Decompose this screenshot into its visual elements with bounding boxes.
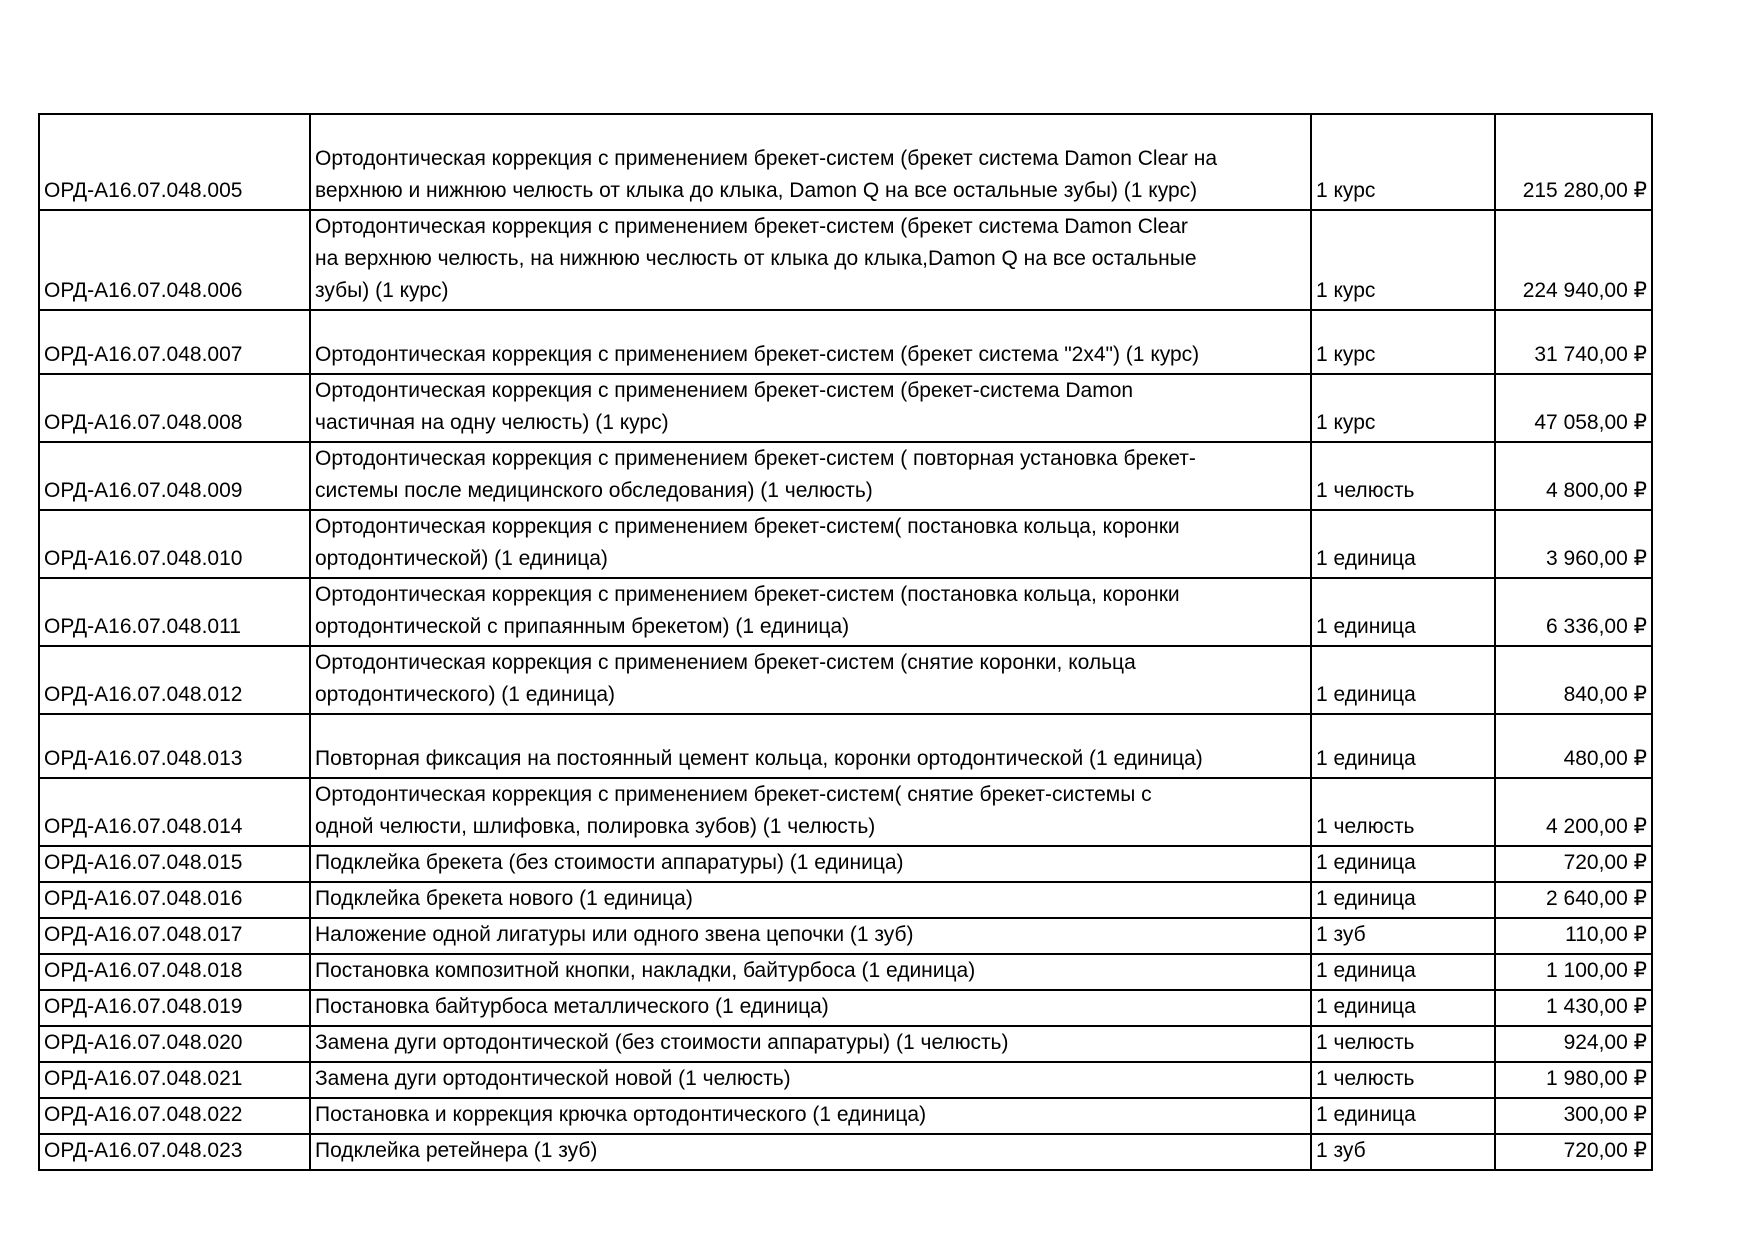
service-name-cell: Ортодонтическая коррекция с применением брекет-систем (брекет система Damon Clear на верхнюю челюсть, на нижнюю чеслюсть от клыка до клыка,Damon Q на все остальные зубы) (1 курс) bbox=[310, 210, 1311, 310]
service-unit-cell: 1 челюсть bbox=[1311, 1062, 1495, 1098]
price-list-table bbox=[38, 113, 1653, 1171]
service-code-cell: ОРД-А16.07.048.005 bbox=[39, 114, 310, 210]
service-unit-cell: 1 челюсть bbox=[1311, 442, 1495, 510]
service-unit-cell: 1 курс bbox=[1311, 114, 1495, 210]
service-unit-cell: 1 челюсть bbox=[1311, 1026, 1495, 1062]
service-name-cell: Ортодонтическая коррекция с применением брекет-систем (снятие коронки, кольца ортодонтического) (1 единица) bbox=[310, 646, 1311, 714]
service-code-cell: ОРД-А16.07.048.010 bbox=[39, 510, 310, 578]
service-code-cell: ОРД-А16.07.048.007 bbox=[39, 310, 310, 374]
table-row bbox=[39, 918, 1652, 954]
service-price-cell: 1 430,00 ₽ bbox=[1495, 990, 1652, 1026]
table-row bbox=[39, 714, 1652, 778]
service-name-cell: Ортодонтическая коррекция с применением брекет-систем (брекет система "2х4") (1 курс) bbox=[310, 310, 1311, 374]
price-list-body bbox=[39, 114, 1652, 1170]
service-name-cell: Повторная фиксация на постоянный цемент кольца, коронки ортодонтической (1 единица) bbox=[310, 714, 1311, 778]
service-price-cell: 480,00 ₽ bbox=[1495, 714, 1652, 778]
service-code-cell: ОРД-А16.07.048.020 bbox=[39, 1026, 310, 1062]
table-row bbox=[39, 1098, 1652, 1134]
service-name-cell: Ортодонтическая коррекция с применением брекет-систем( снятие брекет-системы с одной челюсти, шлифовка, полировка зубов) (1 челюсть) bbox=[310, 778, 1311, 846]
service-name-cell: Постановка композитной кнопки, накладки, байтурбоса (1 единица) bbox=[310, 954, 1311, 990]
service-name-cell: Ортодонтическая коррекция с применением брекет-систем (брекет-система Damon частичная на одну челюсть) (1 курс) bbox=[310, 374, 1311, 442]
service-name-cell: Подклейка ретейнера (1 зуб) bbox=[310, 1134, 1311, 1170]
service-unit-cell: 1 курс bbox=[1311, 310, 1495, 374]
table-row bbox=[39, 1026, 1652, 1062]
service-price-cell: 1 100,00 ₽ bbox=[1495, 954, 1652, 990]
service-code-cell: ОРД-А16.07.048.018 bbox=[39, 954, 310, 990]
table-row bbox=[39, 374, 1652, 442]
service-price-cell: 720,00 ₽ bbox=[1495, 1134, 1652, 1170]
service-price-cell: 300,00 ₽ bbox=[1495, 1098, 1652, 1134]
service-name-cell: Ортодонтическая коррекция с применением брекет-систем( постановка кольца, коронки ортодонтической) (1 единица) bbox=[310, 510, 1311, 578]
service-name-cell: Ортодонтическая коррекция с применением брекет-систем (брекет система Damon Clear на верхнюю и нижнюю челюсть от клыка до клыка, Damon Q на все остальные зубы) (1 курс) bbox=[310, 114, 1311, 210]
service-unit-cell: 1 единица bbox=[1311, 714, 1495, 778]
service-code-cell: ОРД-А16.07.048.019 bbox=[39, 990, 310, 1026]
service-code-cell: ОРД-А16.07.048.021 bbox=[39, 1062, 310, 1098]
service-unit-cell: 1 единица bbox=[1311, 846, 1495, 882]
service-name-cell: Наложение одной лигатуры или одного звена цепочки (1 зуб) bbox=[310, 918, 1311, 954]
table-row bbox=[39, 1134, 1652, 1170]
service-unit-cell: 1 курс bbox=[1311, 374, 1495, 442]
table-row bbox=[39, 954, 1652, 990]
service-price-cell: 224 940,00 ₽ bbox=[1495, 210, 1652, 310]
service-price-cell: 2 640,00 ₽ bbox=[1495, 882, 1652, 918]
service-code-cell: ОРД-А16.07.048.009 bbox=[39, 442, 310, 510]
table-row bbox=[39, 846, 1652, 882]
table-row bbox=[39, 210, 1652, 310]
service-code-cell: ОРД-А16.07.048.022 bbox=[39, 1098, 310, 1134]
service-price-cell: 215 280,00 ₽ bbox=[1495, 114, 1652, 210]
service-name-cell: Подклейка брекета нового (1 единица) bbox=[310, 882, 1311, 918]
service-price-cell: 924,00 ₽ bbox=[1495, 1026, 1652, 1062]
table-row bbox=[39, 1062, 1652, 1098]
service-unit-cell: 1 челюсть bbox=[1311, 778, 1495, 846]
service-price-cell: 6 336,00 ₽ bbox=[1495, 578, 1652, 646]
service-name-cell: Постановка и коррекция крючка ортодонтического (1 единица) bbox=[310, 1098, 1311, 1134]
table-row bbox=[39, 578, 1652, 646]
service-code-cell: ОРД-А16.07.048.013 bbox=[39, 714, 310, 778]
table-row bbox=[39, 646, 1652, 714]
service-unit-cell: 1 единица bbox=[1311, 578, 1495, 646]
service-code-cell: ОРД-А16.07.048.016 bbox=[39, 882, 310, 918]
service-unit-cell: 1 зуб bbox=[1311, 918, 1495, 954]
service-code-cell: ОРД-А16.07.048.015 bbox=[39, 846, 310, 882]
service-unit-cell: 1 зуб bbox=[1311, 1134, 1495, 1170]
service-code-cell: ОРД-А16.07.048.017 bbox=[39, 918, 310, 954]
service-code-cell: ОРД-А16.07.048.011 bbox=[39, 578, 310, 646]
service-price-cell: 47 058,00 ₽ bbox=[1495, 374, 1652, 442]
service-name-cell: Ортодонтическая коррекция с применением брекет-систем (постановка кольца, коронки ортодонтической с припаянным брекетом) (1 единица) bbox=[310, 578, 1311, 646]
service-code-cell: ОРД-А16.07.048.006 bbox=[39, 210, 310, 310]
service-name-cell: Подклейка брекета (без стоимости аппаратуры) (1 единица) bbox=[310, 846, 1311, 882]
service-price-cell: 840,00 ₽ bbox=[1495, 646, 1652, 714]
service-price-cell: 110,00 ₽ bbox=[1495, 918, 1652, 954]
service-unit-cell: 1 единица bbox=[1311, 1098, 1495, 1134]
service-price-cell: 1 980,00 ₽ bbox=[1495, 1062, 1652, 1098]
table-row bbox=[39, 990, 1652, 1026]
service-name-cell: Постановка байтурбоса металлического (1 единица) bbox=[310, 990, 1311, 1026]
table-row bbox=[39, 114, 1652, 210]
table-row bbox=[39, 778, 1652, 846]
service-price-cell: 3 960,00 ₽ bbox=[1495, 510, 1652, 578]
service-unit-cell: 1 единица bbox=[1311, 510, 1495, 578]
service-price-cell: 4 200,00 ₽ bbox=[1495, 778, 1652, 846]
service-code-cell: ОРД-А16.07.048.012 bbox=[39, 646, 310, 714]
service-unit-cell: 1 единица bbox=[1311, 990, 1495, 1026]
service-name-cell: Ортодонтическая коррекция с применением брекет-систем ( повторная установка брекет- системы после медицинского обследования) (1 челюсть) bbox=[310, 442, 1311, 510]
service-price-cell: 4 800,00 ₽ bbox=[1495, 442, 1652, 510]
service-code-cell: ОРД-А16.07.048.023 bbox=[39, 1134, 310, 1170]
table-row bbox=[39, 510, 1652, 578]
service-name-cell: Замена дуги ортодонтической (без стоимости аппаратуры) (1 челюсть) bbox=[310, 1026, 1311, 1062]
service-unit-cell: 1 единица bbox=[1311, 646, 1495, 714]
service-code-cell: ОРД-А16.07.048.008 bbox=[39, 374, 310, 442]
table-row bbox=[39, 442, 1652, 510]
table-row bbox=[39, 882, 1652, 918]
service-unit-cell: 1 курс bbox=[1311, 210, 1495, 310]
service-unit-cell: 1 единица bbox=[1311, 954, 1495, 990]
service-name-cell: Замена дуги ортодонтической новой (1 челюсть) bbox=[310, 1062, 1311, 1098]
service-price-cell: 31 740,00 ₽ bbox=[1495, 310, 1652, 374]
service-code-cell: ОРД-А16.07.048.014 bbox=[39, 778, 310, 846]
table-row bbox=[39, 310, 1652, 374]
service-price-cell: 720,00 ₽ bbox=[1495, 846, 1652, 882]
service-unit-cell: 1 единица bbox=[1311, 882, 1495, 918]
